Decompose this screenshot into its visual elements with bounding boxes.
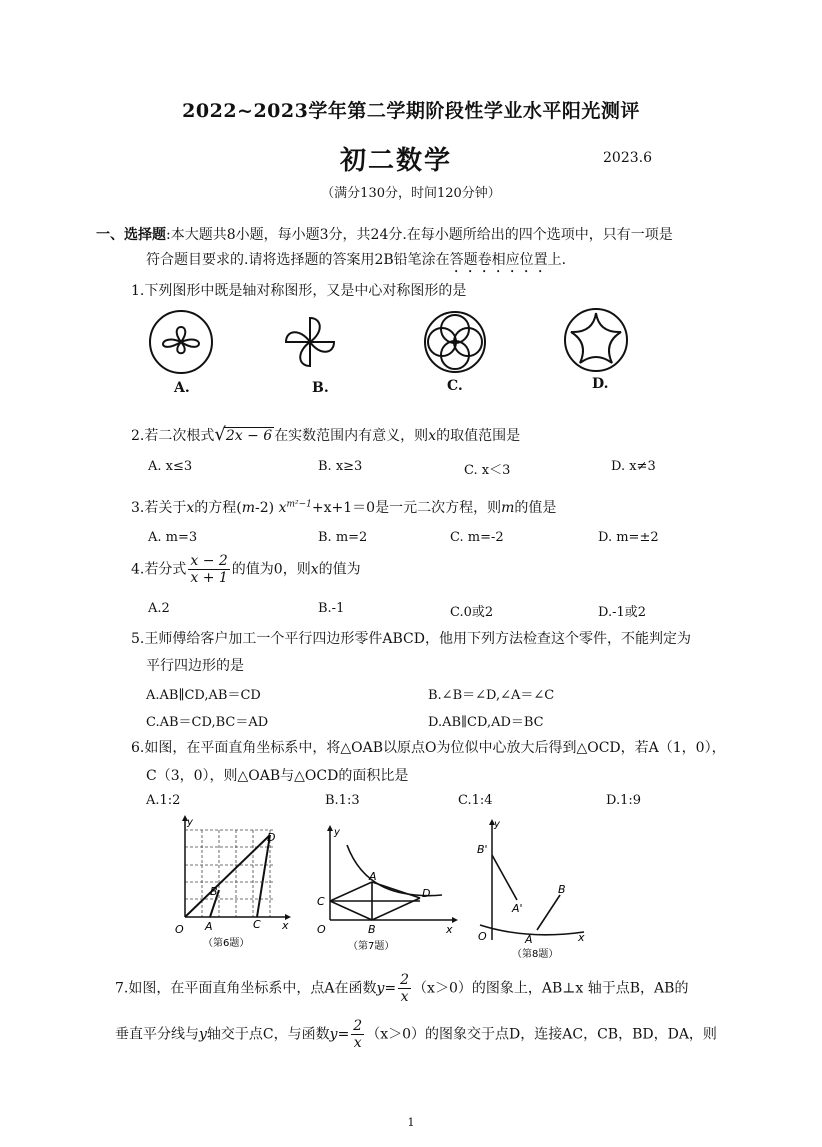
q3-option-b: B. m=2 [318, 530, 368, 545]
section-intro-line2 [146, 249, 566, 276]
section-number: 一、 [96, 227, 124, 243]
q3-option-c: C. m=-2 [450, 530, 504, 545]
q7-stem-b: 的图象上，AB⊥x 轴于点B，AB的 [471, 980, 689, 997]
fig6-label-a: A [205, 920, 213, 933]
q7-line2-c: 的图象交于点D，连接AC，CB，BD，DA，则 [425, 1026, 717, 1043]
q3-option-d: D. m=±2 [598, 530, 659, 545]
section-name: 选择题 [124, 227, 166, 243]
q3-x: x [278, 500, 287, 516]
q3-var: x [186, 500, 195, 516]
figure-q7 [312, 825, 462, 955]
figure-q6 [175, 815, 295, 955]
page-title: 2022~2023学年第二学期阶段性学业水平阳光测评 [182, 100, 640, 122]
q7-denominator2: x [353, 1035, 362, 1051]
q4-stem [131, 553, 361, 586]
q3-stem-c: -2) [255, 500, 279, 516]
q7-eq: = [384, 980, 397, 997]
q2-stem [131, 424, 520, 445]
q7-line2-b: 轴交于点C，与函数 [206, 1026, 330, 1043]
q7-line1 [115, 972, 688, 1005]
fig6-label-o: O [175, 923, 184, 936]
q3-exponent: m²−1 [286, 499, 312, 510]
q1-label-b: B. [312, 380, 329, 396]
fig6-label-c: C [253, 918, 261, 931]
q4-denominator: x + 1 [190, 570, 228, 586]
q1-label-a: A. [174, 380, 190, 396]
section-intro-end: 上. [547, 252, 567, 268]
q2-option-a: A. x≤3 [148, 459, 193, 474]
section-intro-line1 [96, 224, 673, 244]
q7-numerator: 2 [400, 972, 410, 988]
q7-denominator: x [400, 989, 409, 1005]
q3-stem [131, 497, 556, 517]
q5-stem-line2: 平行四边形的是 [146, 658, 244, 674]
q3-stem-a: 3.若关于 [131, 500, 187, 516]
q2-radical: √ [214, 424, 226, 445]
fig8-label-y: y [494, 819, 500, 830]
fig7-label-b: B [368, 923, 376, 936]
q4-numerator: x − 2 [190, 553, 228, 569]
q1-figure-d [561, 305, 631, 375]
q2-var: x [428, 428, 437, 444]
q4-stem-b: 的值为0，则 [231, 561, 311, 578]
exam-info: （满分130分，时间120分钟） [321, 186, 501, 201]
fig6-caption: （第6题） [203, 938, 250, 949]
q7-fraction2 [351, 1018, 364, 1051]
q7-eq2: = [337, 1026, 350, 1043]
fig6-label-y: y [187, 817, 193, 828]
fig7-label-x: x [446, 923, 453, 936]
q3-stem-e: 的值是 [514, 500, 557, 516]
section-intro-text2: 符合题目要求的.请将选择题的答案用2B铅笔涂在 [146, 252, 450, 268]
q7-y2: y [329, 1026, 338, 1043]
q3-stem-d: +x+1＝0是一元二次方程，则 [311, 500, 502, 516]
fig7-label-d: D [422, 887, 431, 900]
figure-q8 [472, 815, 592, 960]
page-number: 1 [407, 1116, 415, 1129]
q1-figure-a [146, 307, 216, 377]
q7-y-axis: y [199, 1026, 207, 1043]
q6-option-b: B.1:3 [325, 793, 360, 808]
q7-fraction [398, 972, 411, 1005]
q4-stem-a: 4.若分式 [131, 561, 187, 578]
fig8-caption: （第8题） [512, 949, 559, 960]
q1-label-d: D. [592, 376, 609, 392]
q4-option-d: D.-1或2 [598, 605, 647, 620]
q4-var: x [310, 561, 319, 578]
q4-option-a: A.2 [148, 601, 170, 616]
q4-fraction [188, 553, 229, 586]
fig6-label-b: B [210, 885, 218, 898]
q7-numerator2: 2 [353, 1018, 363, 1034]
fig8-label-a: A [525, 933, 533, 946]
q6-option-a: A.1:2 [146, 793, 181, 808]
q2-option-b: B. x≥3 [318, 459, 363, 474]
q4-stem-c: 的值为 [318, 561, 361, 578]
section-intro-emphasis: 答题卷相应位置 [449, 252, 548, 268]
q1-stem: 1.下列图形中既是轴对称图形，又是中心对称图形的是 [131, 283, 467, 299]
fig6-label-x: x [282, 919, 289, 932]
q7-stem-a: 7.如图，在平面直角坐标系中，点A在函数 [115, 980, 377, 997]
fig7-caption: （第7题） [348, 941, 395, 952]
q3-m: m [241, 500, 256, 516]
q2-option-c: C. x＜3 [464, 463, 511, 478]
q7-line2 [115, 1018, 717, 1051]
q5-option-d: D.AB∥CD,AD＝BC [428, 715, 544, 730]
q4-option-c: C.0或2 [450, 605, 494, 620]
fig7-label-o: O [317, 923, 326, 936]
q5-stem-line1: 5.王师傅给客户加工一个平行四边形零件ABCD，他用下列方法检查这个零件，不能判定为 [131, 631, 691, 647]
q6-option-c: C.1:4 [458, 793, 493, 808]
q6-stem-line2: C（3，0），则△OAB与△OCD的面积比是 [146, 768, 409, 784]
q2-stem-a: 2.若二次根式 [131, 428, 215, 444]
fig8-label-o: O [478, 930, 487, 943]
q3-stem-b: 的方程( [194, 500, 242, 516]
fig7-label-a: A [369, 870, 377, 883]
q7-line2-a: 垂直平分线与 [115, 1026, 199, 1043]
q5-option-c: C.AB＝CD,BC＝AD [146, 715, 269, 730]
q1-figure-c [420, 307, 490, 377]
q2-radicand: 2x − 6 [225, 428, 273, 444]
q5-option-a: A.AB∥CD,AB＝CD [146, 688, 261, 703]
fig6-label-d: D [267, 831, 276, 844]
q6-option-d: D.1:9 [606, 793, 642, 808]
section-intro-text: :本大题共8小题，每小题3分，共24分.在每小题所给出的四个选项中，只有一项是 [166, 227, 673, 243]
fig8-label-a-prime: A' [512, 902, 523, 915]
fig8-label-b-prime: B' [477, 843, 488, 856]
q3-option-a: A. m=3 [148, 530, 198, 545]
fig8-label-x: x [578, 931, 585, 944]
q7-condition: （x＞0） [413, 980, 472, 997]
q2-stem-c: 的取值范围是 [436, 428, 521, 444]
q7-y: y [376, 980, 385, 997]
fig7-label-y: y [334, 827, 340, 838]
q2-stem-b: 在实数范围内有意义，则 [274, 428, 429, 444]
q2-option-d: D. x≠3 [611, 459, 656, 474]
q3-m2: m [501, 500, 515, 516]
q4-option-b: B.-1 [318, 601, 345, 616]
subject-title: 初二数学 [340, 146, 453, 176]
q5-option-b: B.∠B＝∠D,∠A＝∠C [428, 688, 555, 703]
q6-stem-line1: 6.如图，在平面直角坐标系中，将△OAB以原点O为位似中心放大后得到△OCD，若A（1，0）， [131, 740, 726, 756]
exam-date: 2023.6 [603, 150, 652, 166]
fig7-label-c: C [317, 895, 325, 908]
q1-label-c: C. [447, 378, 463, 394]
q7-condition2: （x＞0） [366, 1026, 426, 1043]
fig8-label-b: B [558, 883, 566, 896]
q1-figure-b [280, 312, 340, 372]
